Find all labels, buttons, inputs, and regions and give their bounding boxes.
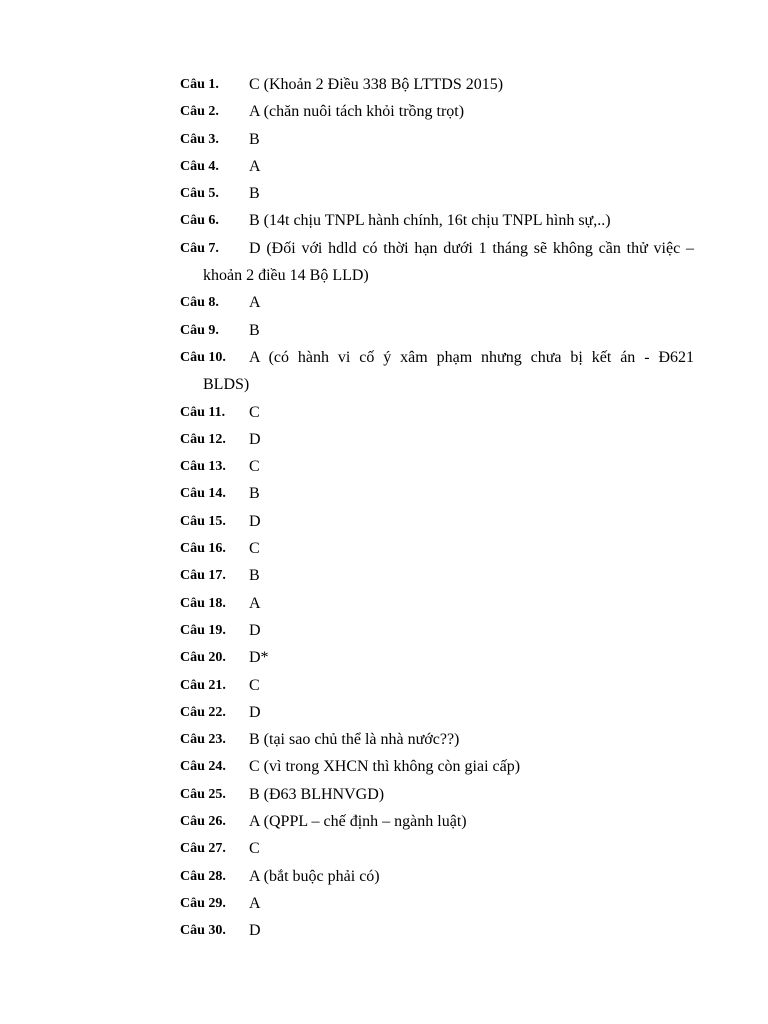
- answer-item: [180, 781, 694, 808]
- answer-item: [180, 753, 694, 780]
- answer-item: [180, 71, 694, 98]
- answer-text: C (Khoản 2 Điều 338 Bộ LTTDS 2015): [249, 76, 504, 93]
- answer-text: B: [249, 130, 260, 148]
- answer-text: B: [249, 485, 260, 503]
- question-label: Câu 20.: [180, 650, 226, 666]
- question-label: Câu 10.: [180, 349, 226, 365]
- answer-item: [180, 508, 694, 535]
- answer-text: D: [249, 430, 261, 448]
- answer-text: B: [249, 567, 260, 585]
- answer-text: A: [249, 594, 261, 612]
- answer-text: D: [249, 621, 261, 639]
- answer-text: A: [249, 157, 261, 175]
- question-label: Câu 16.: [180, 541, 226, 557]
- answer-item: [180, 317, 694, 344]
- answer-item: [180, 535, 694, 562]
- answer-text: D*: [249, 649, 269, 667]
- answer-text: D: [249, 512, 261, 530]
- question-label: Câu 27.: [180, 841, 226, 857]
- question-label: Câu 22.: [180, 704, 226, 720]
- question-label: Câu 25.: [180, 786, 226, 802]
- answer-text: C (vì trong XHCN thì không còn giai cấp): [249, 758, 521, 776]
- answer-item: [180, 426, 694, 453]
- question-label: Câu 8.: [180, 295, 219, 311]
- answer-text: A: [249, 894, 261, 912]
- answer-item: [180, 699, 694, 726]
- answer-text: B (14t chịu TNPL hành chính, 16t chịu TNPL hình sự,..): [249, 212, 611, 230]
- question-label: Câu 13.: [180, 459, 226, 475]
- question-label: Câu 19.: [180, 622, 226, 638]
- answer-item: [180, 180, 694, 207]
- answer-text: C: [249, 676, 260, 694]
- answer-item: [180, 590, 694, 617]
- answer-text: B: [249, 185, 260, 203]
- answer-item: [180, 917, 694, 944]
- answer-item: [180, 726, 694, 753]
- answer-item: [180, 399, 694, 426]
- answer-text-line1: A (có hành vi cố ý xâm phạm nhưng chưa bị kết án - Đ621: [249, 348, 694, 366]
- question-label: Câu 5.: [180, 186, 219, 202]
- answer-text-line2: khoản 2 điều 14 Bộ LLD): [203, 267, 369, 285]
- answer-text: D: [249, 703, 261, 721]
- answer-text: C: [249, 840, 260, 858]
- question-label: Câu 17.: [180, 568, 226, 584]
- answer-item: [180, 235, 694, 290]
- answer-item: [180, 480, 694, 507]
- answer-text: D: [249, 922, 261, 940]
- answer-text: A (bắt buộc phải có): [249, 867, 380, 885]
- question-label: Câu 23.: [180, 732, 226, 748]
- question-label: Câu 9.: [180, 322, 219, 338]
- answer-item: [180, 672, 694, 699]
- answer-item: [180, 453, 694, 480]
- answer-list: [180, 71, 694, 945]
- answer-text: A (chăn nuôi tách khỏi trồng trọt): [249, 103, 465, 121]
- answer-text: C: [249, 540, 260, 558]
- answer-item: [180, 617, 694, 644]
- question-label: Câu 18.: [180, 595, 226, 611]
- question-label: Câu 4.: [180, 158, 219, 174]
- answer-item: [180, 98, 694, 125]
- answer-text: B (Đ63 BLHNVGD): [249, 785, 385, 803]
- answer-text: B (tại sao chủ thể là nhà nước??): [249, 731, 460, 749]
- answer-item: [180, 808, 694, 835]
- question-label: Câu 7.: [180, 240, 219, 256]
- question-label: Câu 21.: [180, 677, 226, 693]
- question-label: Câu 1.: [180, 77, 219, 92]
- answer-text-line1: D (Đối với hdld có thời hạn dưới 1 tháng sẽ không cần thử việc –: [249, 239, 694, 257]
- question-label: Câu 28.: [180, 868, 226, 884]
- answer-text: C: [249, 403, 260, 421]
- question-label: Câu 12.: [180, 431, 226, 447]
- answer-text: B: [249, 321, 260, 339]
- answer-item: [180, 126, 694, 153]
- answer-item: [180, 890, 694, 917]
- question-label: Câu 3.: [180, 131, 219, 147]
- answer-item: [180, 289, 694, 316]
- answer-item: [180, 562, 694, 589]
- question-label: Câu 26.: [180, 814, 226, 830]
- answer-text-line2: BLDS): [203, 376, 250, 394]
- question-label: Câu 2.: [180, 104, 219, 120]
- answer-text: C: [249, 458, 260, 476]
- answer-item: [180, 835, 694, 862]
- answer-item: [180, 207, 694, 234]
- question-label: Câu 15.: [180, 513, 226, 529]
- answer-item: [180, 344, 694, 399]
- question-label: Câu 6.: [180, 213, 219, 229]
- question-label: Câu 14.: [180, 486, 226, 502]
- answer-item: [180, 153, 694, 180]
- question-label: Câu 29.: [180, 895, 226, 911]
- question-label: Câu 11.: [180, 404, 226, 420]
- question-label: Câu 30.: [180, 923, 226, 939]
- answer-item: [180, 863, 694, 890]
- answer-text: A: [249, 294, 261, 312]
- answer-item: [180, 644, 694, 671]
- question-label: Câu 24.: [180, 759, 226, 775]
- answer-text: A (QPPL – chế định – ngành luật): [249, 813, 467, 831]
